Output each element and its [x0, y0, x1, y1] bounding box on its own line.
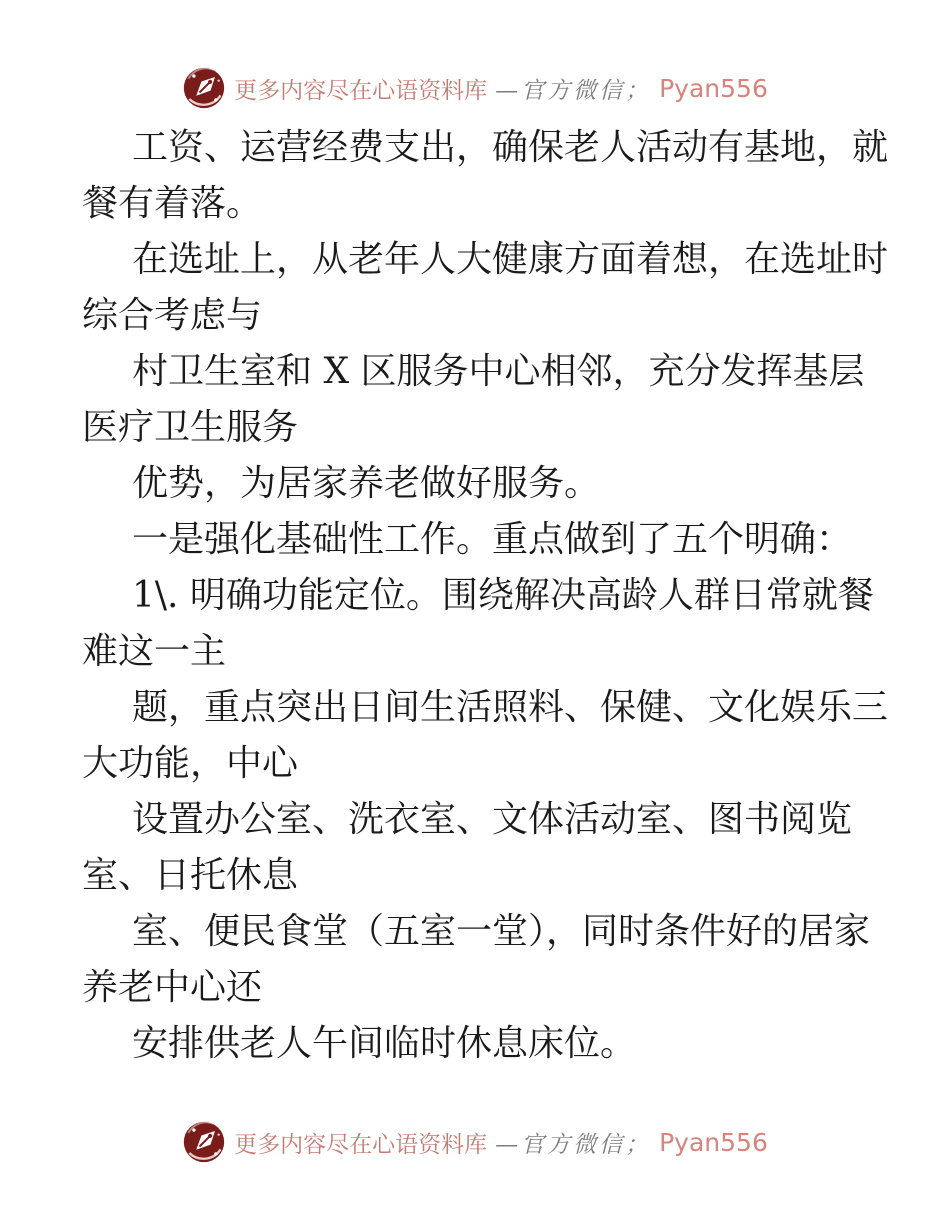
document-body [82, 120, 889, 1072]
body-line: 室、便民食堂（五室一堂），同时条件好的居家 [132, 911, 871, 952]
body-line: 难这一主 [82, 631, 227, 672]
body-line: 优势，为居家养老做好服务。 [132, 463, 601, 504]
watermark-brand-text: 更多内容尽在心语资料库 [234, 1131, 488, 1158]
body-line: 题，重点突出日间生活照料、保健、文化娱乐三 [132, 687, 889, 728]
body-line: 1\. 明确功能定位。围绕解决高龄人群日常就餐 [132, 575, 874, 616]
footer-watermark [0, 1118, 950, 1166]
body-line: 村卫生室和 X 区服务中心相邻，充分发挥基层 [132, 351, 865, 392]
watermark-wechat-id: Pyan556 [659, 73, 768, 103]
body-line: 在选址上，从老年人大健康方面着想，在选址时 [132, 239, 889, 280]
body-line: 养老中心还 [82, 967, 263, 1008]
watermark-wechat-id: Pyan556 [659, 1127, 768, 1157]
body-line: 餐有着落。 [82, 183, 263, 224]
body-line: 工资、运营经费支出，确保老人活动有基地，就 [132, 127, 889, 168]
watermark-label-text: —官方微信； [495, 77, 652, 104]
watermark-brand-text: 更多内容尽在心语资料库 [234, 77, 488, 104]
body-line: 安排供老人午间临时休息床位。 [132, 1023, 637, 1064]
body-line: 设置办公室、洗衣室、文体活动室、图书阅览 [132, 799, 853, 840]
brand-pen-logo-icon [182, 1120, 226, 1164]
header-watermark [0, 64, 950, 112]
body-line: 一是强化基础性工作。重点做到了五个明确： [132, 519, 853, 560]
brand-pen-logo-icon [182, 66, 226, 110]
body-line: 医疗卫生服务 [82, 407, 299, 448]
body-line: 室、日托休息 [82, 855, 299, 896]
watermark-label-text: —官方微信； [495, 1131, 652, 1158]
body-line: 大功能，中心 [82, 743, 299, 784]
body-line: 综合考虑与 [82, 295, 263, 336]
